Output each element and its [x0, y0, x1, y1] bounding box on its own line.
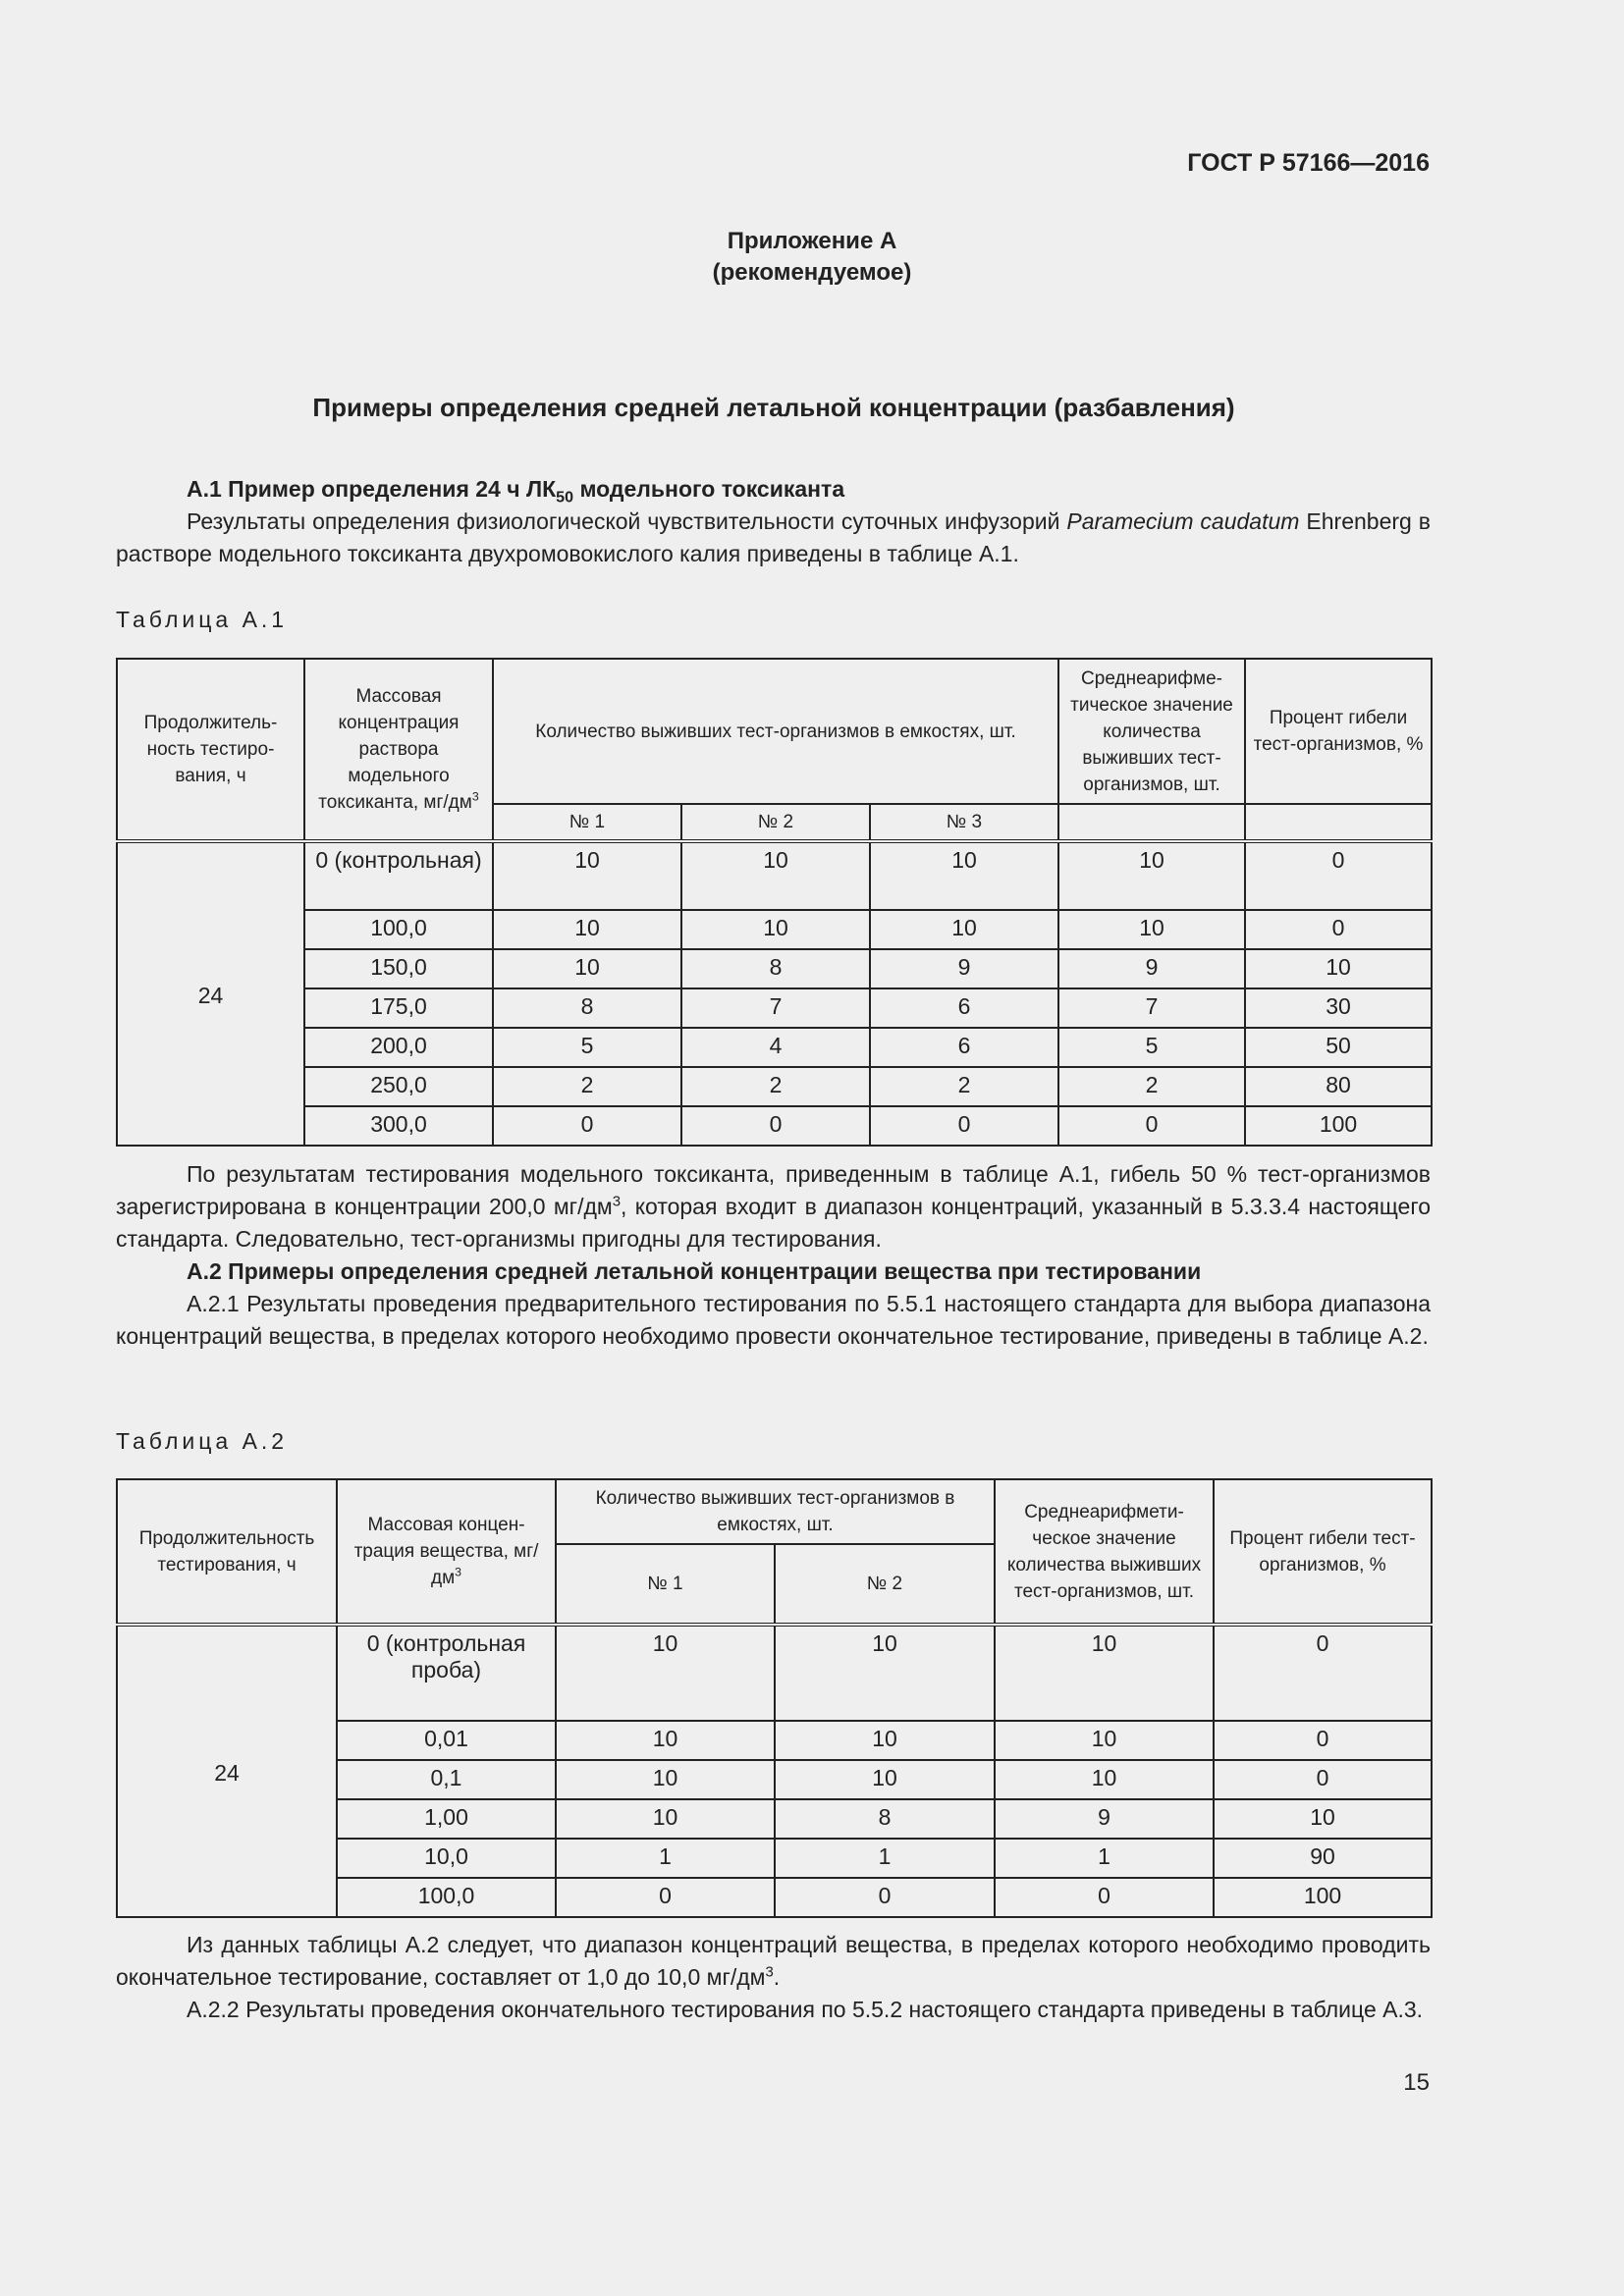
table2-header-mean: Среднеарифметическое значение количества выживших тест-организмов, шт. [995, 1479, 1214, 1625]
table-row [117, 949, 1432, 988]
table-cell: 10 [556, 1760, 775, 1799]
table1-header-vessel-1: № 1 [493, 804, 681, 841]
table-cell: 0 [1214, 1625, 1432, 1721]
table-row [117, 910, 1432, 949]
table-cell: 0 [681, 1106, 870, 1146]
table-cell: 8 [775, 1799, 995, 1839]
table-cell: 10 [556, 1625, 775, 1721]
section-a1 [116, 473, 1431, 570]
table-cell: 8 [681, 949, 870, 988]
table-cell: 10 [1214, 1799, 1432, 1839]
table2-header-percent: Процент гибели тест-организмов, % [1214, 1479, 1432, 1625]
table-cell: 300,0 [304, 1106, 493, 1146]
table-cell: 6 [870, 1028, 1058, 1067]
table1-caption: Таблица А.1 [116, 607, 289, 632]
table-cell: 0 [1245, 910, 1432, 949]
table-cell: 10 [775, 1721, 995, 1760]
section-a1-heading: А.1 Пример определения 24 ч $ЛК_{50}$ модельного токсиканта [187, 476, 845, 507]
table-cell: 1 [775, 1839, 995, 1878]
table-cell: 0 [493, 1106, 681, 1146]
section-a22: А.2.2 Результаты проведения окончательного тестирования по 5.5.2 настоящего стандарта приведены в таблице А.3. [187, 1997, 1424, 2022]
table-cell: 200,0 [304, 1028, 493, 1067]
table-cell: 0 [775, 1878, 995, 1917]
table-a1 [116, 658, 1433, 1147]
table-cell: 150,0 [304, 949, 493, 988]
table-cell: 10 [681, 910, 870, 949]
section-a21: А.2.1 Результаты проведения предварительного тестирования по 5.5.1 настоящего стандарта для выбора диапазона концентраций вещества, в пределах которого необходимо провести окончательное тестирование, приведены в таблице А.2. [116, 1291, 1431, 1349]
table-cell: 30 [1245, 988, 1432, 1028]
table-cell: 0 [1245, 841, 1432, 910]
table-cell: 0 (контрольная проба) [337, 1625, 556, 1721]
table-cell: 1 [556, 1839, 775, 1878]
table-cell: 0,01 [337, 1721, 556, 1760]
table-cell: 10 [493, 910, 681, 949]
section-a1-intro: Результаты определения физиологической чувствительности суточных инфузорий Paramecium caudatum Ehrenberg в растворе модельного токсиканта двухромовокислого калия приведены в таблице А.1. [116, 508, 1431, 566]
table-cell: 2 [1058, 1067, 1245, 1106]
table-row [117, 841, 1432, 910]
table-cell: 100 [1245, 1106, 1432, 1146]
table-row [117, 988, 1432, 1028]
table-cell: 10 [556, 1799, 775, 1839]
appendix-title: Приложение А [727, 228, 897, 254]
table-cell: 175,0 [304, 988, 493, 1028]
table-a2 [116, 1478, 1433, 1918]
page-number: 15 [1403, 2069, 1430, 2096]
table-row [117, 1625, 1432, 1721]
table-cell: 0 [995, 1878, 1214, 1917]
table-cell: 4 [681, 1028, 870, 1067]
table2-duration-cell: 24 [117, 1625, 337, 1917]
table-cell: 0 (контрольная) [304, 841, 493, 910]
table-cell: 10 [681, 841, 870, 910]
table-cell: 10 [870, 841, 1058, 910]
section-a2-heading: А.2 Примеры определения средней летальной концентрации вещества при тестировании [187, 1258, 1202, 1284]
table-cell: 7 [681, 988, 870, 1028]
table-cell: 10 [995, 1721, 1214, 1760]
table2-header-vessel-2: № 2 [775, 1544, 995, 1625]
table2-header-concentration: Массовая концентрация вещества, $мг/дм^3$ [337, 1479, 556, 1625]
table2-conclusion: Из данных таблицы А.2 следует, что диапазон концентраций вещества, в пределах которого необходимо проводить окончательное тестирование, составляет от 1,0 до 10,0 $мг/дм^3$. [116, 1932, 1431, 1990]
table-cell: 0 [1058, 1106, 1245, 1146]
table-cell: 0 [870, 1106, 1058, 1146]
table1-header-percent: Процент гибели тест-организмов, % [1245, 659, 1432, 804]
table-cell: 10 [1058, 841, 1245, 910]
table1-header-concentration: Массовая концентрация раствора модельного токсиканта, $мг/дм^3$ [304, 659, 493, 841]
main-title: Примеры определения средней летальной концентрации (разбавления) [312, 393, 1235, 422]
table-cell: 0 [556, 1878, 775, 1917]
table-cell: 9 [870, 949, 1058, 988]
table1-header-duration: Продолжительность тестирования, ч [117, 659, 304, 841]
table1-duration-cell: 24 [117, 841, 304, 1146]
table2-header-survivors: Количество выживших тест-организмов в емкостях, шт. [556, 1479, 995, 1544]
table-cell: 10 [1058, 910, 1245, 949]
appendix-status: (рекомендуемое) [712, 259, 912, 286]
table1-header-mean: Среднеарифметическое значение количества выживших тест-организмов, шт. [1058, 659, 1245, 804]
table-cell: 0 [1214, 1721, 1432, 1760]
table1-header-survivors: Количество выживших тест-организмов в емкостях, шт. [493, 659, 1058, 804]
table-cell: 100 [1214, 1878, 1432, 1917]
text-after-table2 [116, 1929, 1431, 2026]
table-cell: 10 [995, 1760, 1214, 1799]
table-cell: 10 [493, 949, 681, 988]
table-cell: 100,0 [304, 910, 493, 949]
table2-caption: Таблица А.2 [116, 1428, 289, 1454]
table-cell: 250,0 [304, 1067, 493, 1106]
table1-header-vessel-3: № 3 [870, 804, 1058, 841]
table-cell: 90 [1214, 1839, 1432, 1878]
table-cell: 0 [1214, 1760, 1432, 1799]
table-cell: 2 [870, 1067, 1058, 1106]
text-after-table1 [116, 1158, 1431, 1353]
table-cell: 5 [493, 1028, 681, 1067]
table-cell: 8 [493, 988, 681, 1028]
table-cell: 10 [775, 1760, 995, 1799]
document-code: ГОСТ Р 57166—2016 [1187, 149, 1430, 177]
table-cell: 9 [995, 1799, 1214, 1839]
table-cell: 5 [1058, 1028, 1245, 1067]
table-cell: 10 [775, 1625, 995, 1721]
table-cell: 6 [870, 988, 1058, 1028]
table-cell: 50 [1245, 1028, 1432, 1067]
table-cell: 0,1 [337, 1760, 556, 1799]
table-cell: 100,0 [337, 1878, 556, 1917]
table-cell: 7 [1058, 988, 1245, 1028]
table-cell: 10 [1245, 949, 1432, 988]
table2-header-duration: Продолжительность тестирования, ч [117, 1479, 337, 1625]
table-cell: 2 [493, 1067, 681, 1106]
table-row [117, 1028, 1432, 1067]
table1-conclusion: По результатам тестирования модельного токсиканта, приведенным в таблице А.1, гибель 50 % тест-организмов зарегистрирована в концентрации 200,0 $мг/дм^3$, которая входит в диапазон концентраций, указанный в 5.3.3.4 настоящего стандарта. Следовательно, тест-организмы пригодны для тестирования. [116, 1161, 1431, 1252]
table-cell: 1 [995, 1839, 1214, 1878]
table1-header-empty [1245, 804, 1432, 841]
table-cell: 10 [556, 1721, 775, 1760]
table-row [117, 1106, 1432, 1146]
table-cell: 10 [493, 841, 681, 910]
table1-header-vessel-2: № 2 [681, 804, 870, 841]
table-cell: 9 [1058, 949, 1245, 988]
table2-header-vessel-1: № 1 [556, 1544, 775, 1625]
table1-header-empty [1058, 804, 1245, 841]
table-row [117, 1067, 1432, 1106]
table-cell: 10,0 [337, 1839, 556, 1878]
table-cell: 10 [870, 910, 1058, 949]
table-cell: 1,00 [337, 1799, 556, 1839]
table-cell: 80 [1245, 1067, 1432, 1106]
table-cell: 10 [995, 1625, 1214, 1721]
table-cell: 2 [681, 1067, 870, 1106]
